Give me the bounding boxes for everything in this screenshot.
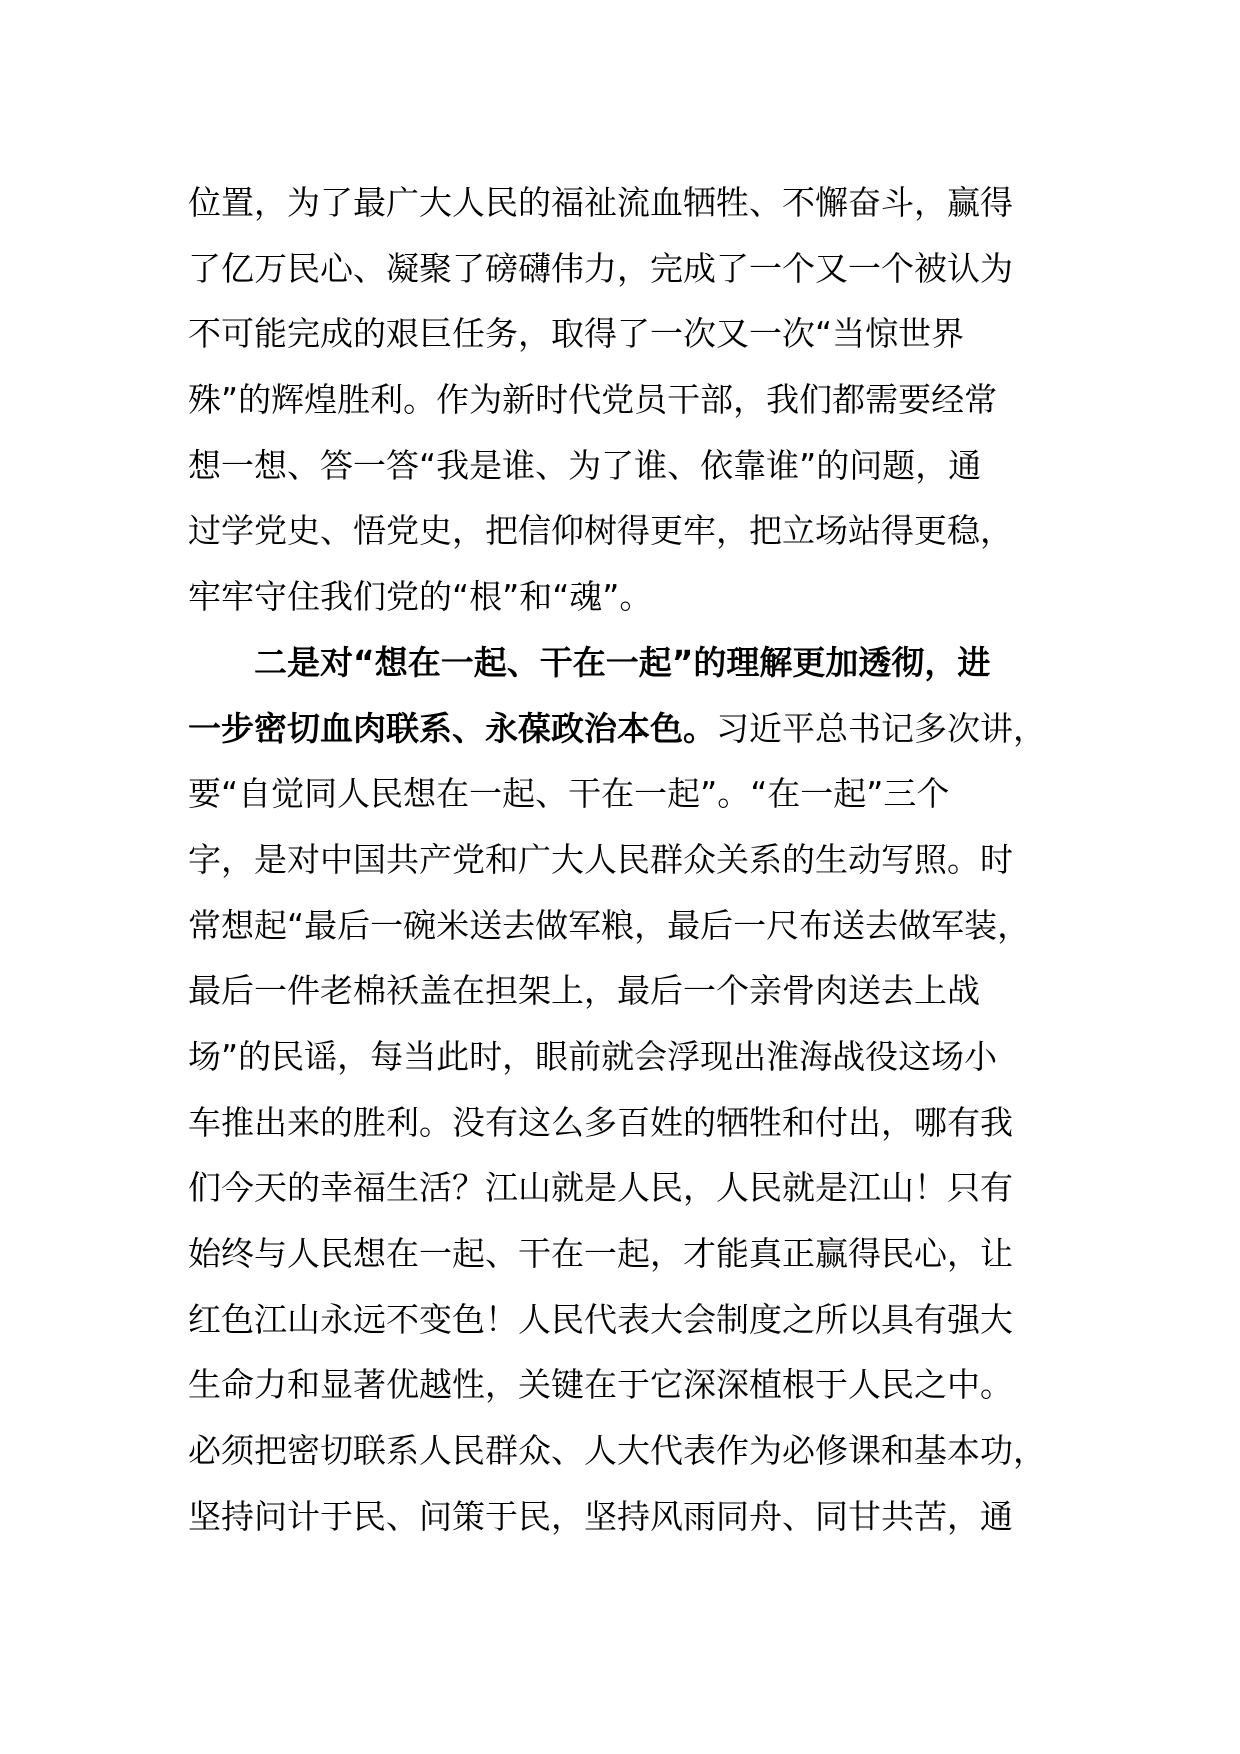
text-line (188, 301, 1068, 367)
text-line (188, 236, 1068, 302)
line-text: 最后一件老棉袄盖在担架上，最后一个亲骨肉送去上战 (188, 971, 980, 1011)
line-text: 必须把密切联系人民群众、人大代表作为必修课和基本功， (188, 1431, 1046, 1471)
line-text: 习近平总书记多次讲， (716, 708, 1046, 748)
text-line (188, 1352, 1068, 1418)
text-line (188, 827, 1068, 893)
section-heading-line (188, 630, 1068, 696)
text-line (188, 893, 1068, 959)
body-text (188, 170, 1068, 1549)
line-text: 生命力和显著优越性，关键在于它深深植根于人民之中。 (188, 1365, 1013, 1405)
text-line (188, 1090, 1068, 1156)
line-text: 常想起“最后一碗米送去做军粮，最后一尺布送去做军装， (188, 905, 1031, 945)
line-text: 位置，为了最广大人民的福祉流血牺牲、不懈奋斗，赢得 (188, 183, 1013, 222)
text-line (188, 433, 1068, 499)
text-line (188, 1484, 1068, 1550)
line-text: 要“自觉同人民想在一起、干在一起”。“在一起”三个 (188, 774, 950, 814)
text-line (188, 1024, 1068, 1090)
text-line (188, 498, 1068, 564)
line-text: 殊”的辉煌胜利。作为新时代党员干部，我们都需要经常 (188, 380, 998, 420)
bold-heading-text: 一步密切血肉联系、永葆政治本色。 (188, 708, 716, 748)
text-line (188, 1155, 1068, 1221)
text-line (188, 958, 1068, 1024)
line-text: 不可能完成的艰巨任务，取得了一次又一次“当惊世界 (188, 314, 965, 354)
bold-heading-text: 二是对“想在一起、干在一起”的理解更加透彻，进 (254, 642, 991, 682)
line-text: 们今天的幸福生活？江山就是人民，人民就是江山！只有 (188, 1168, 1013, 1208)
line-text: 坚持问计于民、问策于民，坚持风雨同舟、同甘共苦，通 (188, 1496, 1013, 1536)
text-line (188, 564, 1068, 630)
line-text: 想一想、答一答“我是谁、为了谁、依靠谁”的问题，通 (188, 445, 982, 485)
line-text: 牢牢守住我们党的“根”和“魂”。 (188, 577, 653, 617)
text-line (188, 367, 1068, 433)
line-text: 车推出来的胜利。没有这么多百姓的牺牲和付出，哪有我 (188, 1102, 1013, 1142)
line-text: 红色江山永远不变色！人民代表大会制度之所以具有强大 (188, 1299, 1013, 1339)
line-text: 过学党史、悟党史，把信仰树得更牢，把立场站得更稳， (188, 511, 1013, 551)
text-line (188, 170, 1068, 236)
line-text: 始终与人民想在一起、干在一起，才能真正赢得民心，让 (188, 1234, 1013, 1273)
text-line (188, 1287, 1068, 1353)
text-line (188, 761, 1068, 827)
line-text: 了亿万民心、凝聚了磅礴伟力，完成了一个又一个被认为 (188, 248, 1013, 288)
text-line (188, 1418, 1068, 1484)
line-text: 场”的民谣，每当此时，眼前就会浮现出淮海战役这场小 (188, 1036, 998, 1076)
line-text: 字，是对中国共产党和广大人民群众关系的生动写照。时 (188, 839, 1013, 879)
text-line (188, 1221, 1068, 1287)
section-heading-line (188, 696, 1068, 762)
